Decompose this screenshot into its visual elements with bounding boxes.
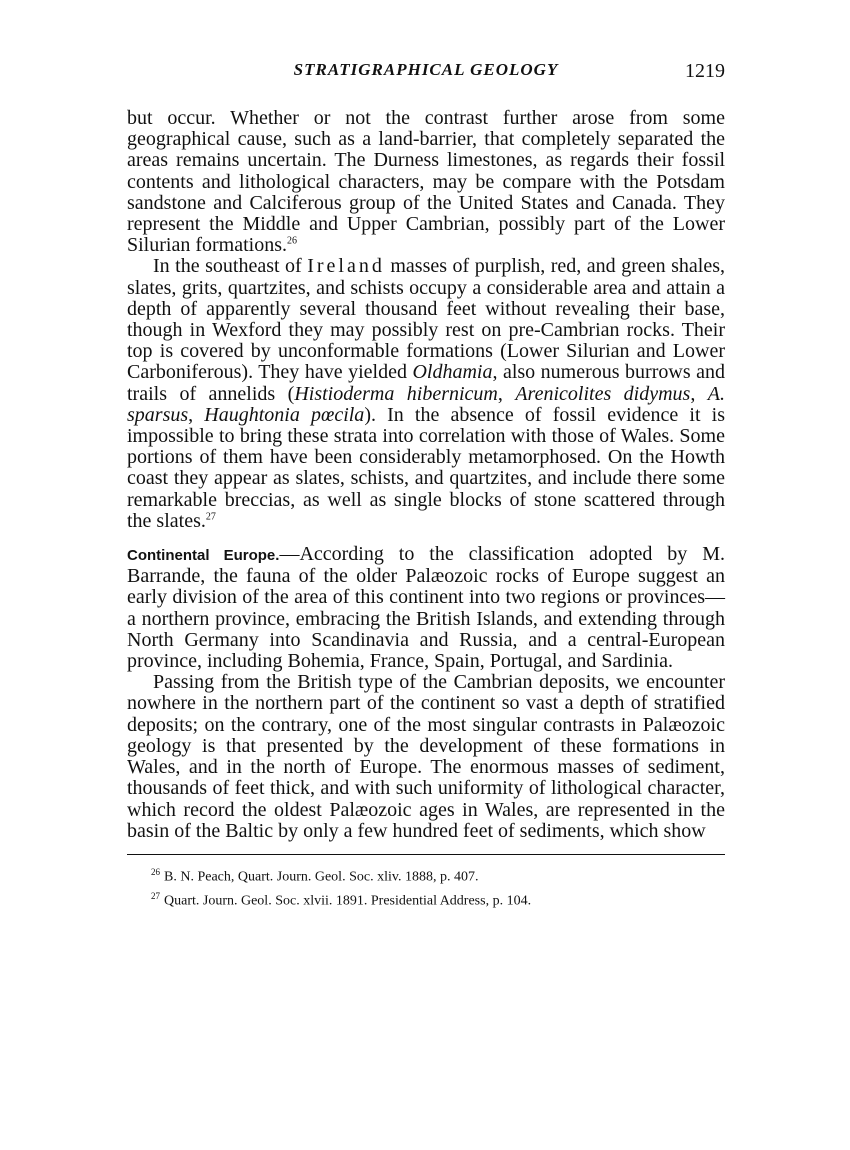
taxon-oldhamia: Oldhamia [412,361,493,384]
paragraph-2-text-d: ). In the absence of fossil evidence it is impossible to bring these strata into correlation with those of Wales. Some portions of them have been considerably metamorphosed. On the Howth coast they appear as slates, schists, and quartzites, and include there some remarkable breccias, as well as single blocks of stone scattered through the slates. [127,403,725,532]
paragraph-4-text: Passing from the British type of the Cambrian deposits, we encounter nowhere in the northern part of the continent so vast a depth of stratified deposits; on the contrary, one of the most singular contrasts in Palæozoic geology is that presented by the development of these formations in Wales, and in the north of Europe. The enormous masses of sediment, thousands of feet thick, and with such uniformity of lithological character, which record the oldest Palæozoic ages in Wales, are represented in the basin of the Baltic by only a few hundred feet of sediments, which show [127,671,725,842]
running-title: STRATIGRAPHICAL GEOLOGY [293,60,559,79]
footnote-divider [127,854,725,855]
footnote-mark: 26 [151,866,160,877]
taxon-histioderma: Histioderma hibernicum [294,382,498,405]
paragraph-1-text: but occur. Whether or not the contrast further arose from some geographical cause, such as a land-barrier, that completely separated the areas remains uncertain. The Durness limestones, as regards their fossil contents and lithological characters, may be compare with the Potsdam sandstone and Calciferous group of the United States and Canada. They represent the Middle and Upper Cambrian, possibly part of the Lower Silurian formations. [127,107,725,257]
footnote-text: B. N. Peach, Quart. Journ. Geol. Soc. xliv. 1888, p. 407. [164,869,479,885]
footnotes [127,863,725,910]
footnote-mark: 27 [151,890,160,901]
paragraph-3-text: —According to the classification adopted by M. Barrande, the fauna of the older Palæozoic rocks of Europe suggest an early division of the area of this continent into two regions or provinces—a northern province, embracing the British Islands, and extending through North Germany into Scandinavia and Russia, and a central-European province, including Bohemia, France, Spain, Portugal, and Sardinia. [127,543,726,673]
paragraph-2-text-c: , also numerous burrows and trails of annelids ( [127,361,725,405]
paragraph-2 [127,256,725,532]
paragraph-1 [127,108,725,256]
footnote-ref-27: 27 [205,511,216,523]
paragraph-3 [127,544,725,672]
footnote-text: Quart. Journ. Geol. Soc. xlvii. 1891. Presidential Address, p. 104. [164,893,532,909]
book-page [127,60,725,910]
section-heading-continental-europe: Continental Europe. [127,547,280,565]
page-number: 1219 [685,60,725,82]
comma: , [497,382,516,405]
comma: , [690,382,708,405]
footnote-ref-26: 26 [286,235,297,247]
spaced-word-ireland: Ireland [307,255,385,278]
paragraph-2-text-b: masses of purplish, red, and green shales, slates, grits, quartzites, and schists occupy a considerable area and attain a depth of apparently several thousand feet without revealing their base, though in Wexford they may possibly rest on pre-Cambrian rocks. Their top is covered by unconformable formations (Lower Silurian and Lower Carboniferous). They have yielded [127,255,725,384]
taxon-arenicolites: Arenicolites didymus [515,382,691,405]
paragraph-4 [127,672,725,842]
comma: , [188,403,205,426]
page-header [127,60,725,88]
body-text [127,108,725,842]
taxon-haughtonia: Haughtonia pœcila [204,403,365,426]
taxon-a-sparsus: A. sparsus [127,382,726,426]
footnote-26 [127,863,725,887]
footnote-27 [127,887,725,911]
paragraph-2-text-a: In the southeast of [153,255,308,278]
